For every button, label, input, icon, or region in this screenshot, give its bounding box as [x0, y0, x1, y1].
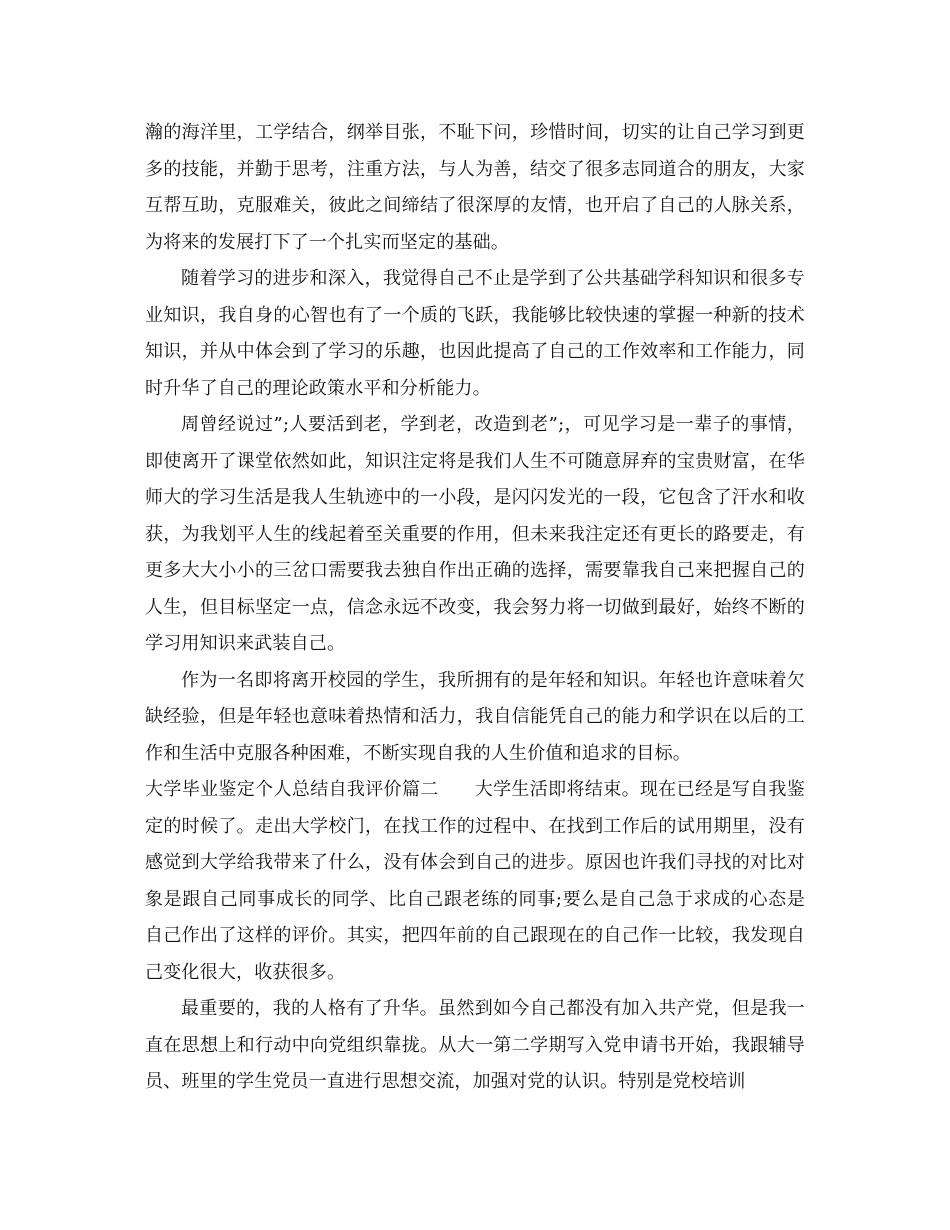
paragraph-4-text: 作为一名即将离开校园的学生，我所拥有的是年轻和知识。年轻也许意味着欠缺经验，但是年轻也意味着热情和活力，我自信能凭自己的能力和学识在以后的工作和生活中克服各种困难，不断实现自我的人生价值和追求的目标。: [145, 669, 805, 764]
paragraph-4: [145, 663, 805, 773]
paragraph-2: [145, 261, 805, 407]
paragraph-5-text: 大学生活即将结束。现在已经是写自我鉴定的时候了。走出大学校门，在找工作的过程中、在找到工作后的试用期里，没有感觉到大学给我带来了什么，没有体会到自己的进步。原因也许我们寻找的对比对象是跟自己同事成长的同学、比自己跟老练的同事;要么是自己急于求成的心态是自己作出了这样的评价。其实，把四年前的自己跟现在的自己作一比较，我发现自己变化很大，收获很多。: [145, 779, 805, 983]
paragraph-2-text: 随着学习的进步和深入，我觉得自己不止是学到了公共基础学科知识和很多专业知识，我自身的心智也有了一个质的飞跃，我能够比较快速的掌握一种新的技术知识，并从中体会到了学习的乐趣，也因此提高了自己的工作效率和工作能力，同时升华了自己的理论政策水平和分析能力。: [145, 268, 805, 399]
paragraph-6-text: 最重要的，我的人格有了升华。虽然到如今自己都没有加入共产党，但是我一直在思想上和行动中向党组织靠拢。从大一第二学期写入党申请书开始，我跟辅导员、班里的学生党员一直进行思想交流，加强对党的认识。特别是党校培训: [145, 998, 805, 1092]
paragraph-1: [145, 115, 805, 261]
paragraph-3: [145, 407, 805, 663]
document-page: [145, 115, 805, 1101]
section-heading: 大学毕业鉴定个人总结自我评价篇二: [145, 779, 439, 800]
paragraph-3-text: 周曾经说过”;人要活到老，学到老，改造到老”;，可见学习是一辈子的事情，即使离开了课堂依然如此，知识注定将是我们人生不可随意屏弃的宝贵财富，在华师大的学习生活是我人生轨迹中的一小段，是闪闪发光的一段，它包含了汗水和收获，为我划平人生的线起着至关重要的作用，但未来我注定还有更长的路要走，有更多大大小小的三岔口需要我去独自作出正确的选择，需要靠我自己来把握自己的人生，但目标坚定一点，信念永远不改变，我会努力将一切做到最好，始终不断的学习用知识来武装自己。: [145, 414, 805, 654]
paragraph-6: [145, 991, 805, 1101]
paragraph-5: [145, 772, 805, 991]
paragraph-1-text: 瀚的海洋里，工学结合，纲举目张，不耻下问，珍惜时间，切实的让自己学习到更多的技能，并勤于思考，注重方法，与人为善，结交了很多志同道合的朋友，大家互帮互助，克服难关，彼此之间缔结了很深厚的友情，也开启了自己的人脉关系，为将来的发展打下了一个扎实而坚定的基础。: [145, 122, 805, 253]
